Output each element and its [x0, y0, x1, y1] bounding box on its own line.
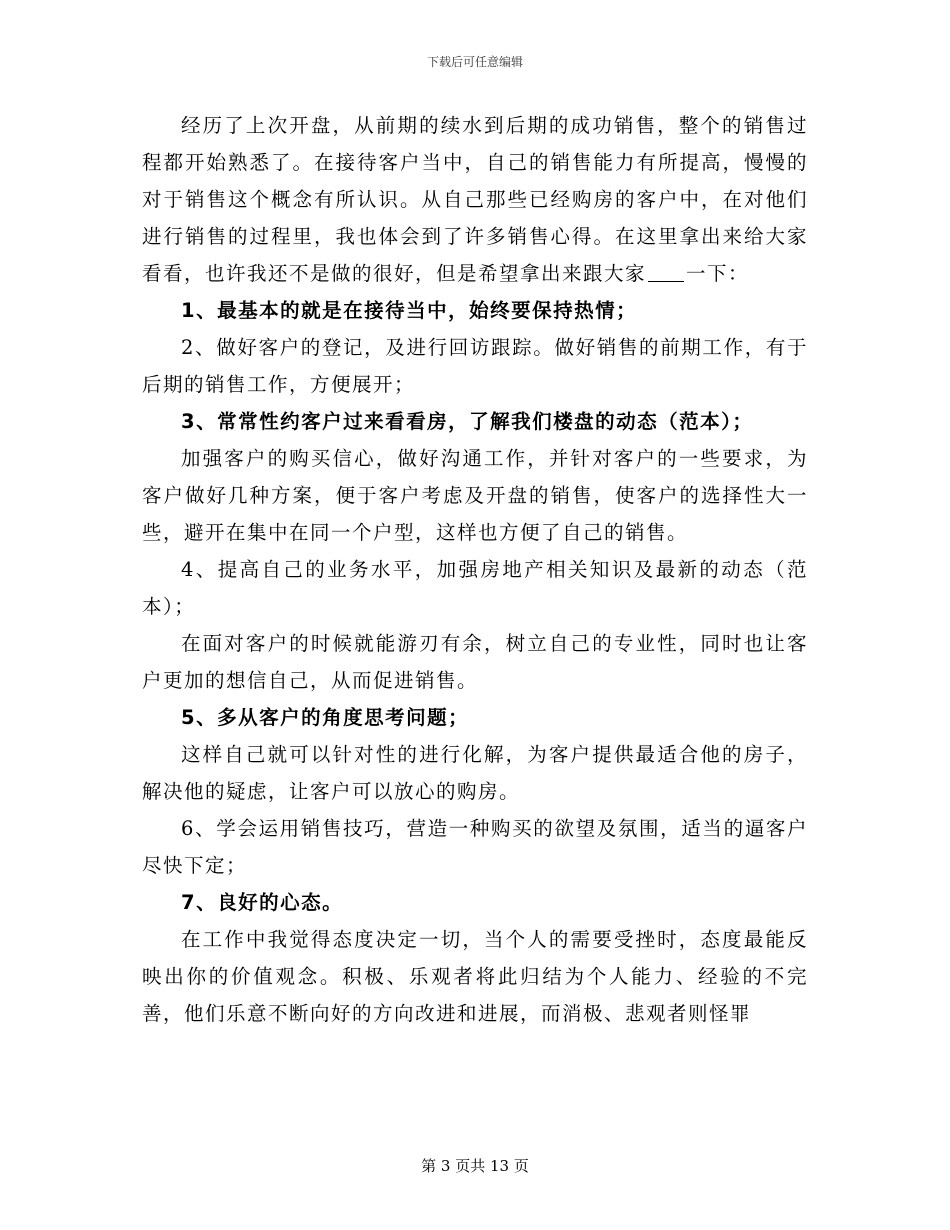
page-header: 下载后可任意编辑 — [426, 55, 523, 69]
paragraph-intro-end: 一下： — [686, 262, 750, 285]
fill-blank — [648, 262, 684, 283]
document-body — [142, 107, 808, 1032]
paragraph-intro-text: 经历了上次开盘，从前期的续水到后期的成功销售，整个的销售过程都开始熟悉了。在接待客户当中，自己的销售能力有所提高，慢慢的对于销售这个概念有所认识。从自己那些已经购房的客户中，在对他们进行销售的过程里，我也体会到了许多销售心得。在这里拿出来给大家看看，也许我还不是做的很好，但是希望拿出来跟大家 — [142, 114, 808, 285]
paragraph-point-4: 4、提高自己的业务水平，加强房地产相关知识及最新的动态（范本）； — [142, 558, 808, 618]
paragraph-intro — [142, 107, 808, 292]
paragraph-point-6: 6、学会运用销售技巧，营造一种购买的欲望及氛围，适当的逼客户尽快下定； — [142, 817, 808, 877]
paragraph-point-4-detail: 在面对客户的时候就能游刃有余，树立自己的专业性，同时也让客户更加的想信自己，从而促进销售。 — [142, 632, 808, 692]
heading-point-3: 3、常常性约客户过来看看房，了解我们楼盘的动态（范本）； — [181, 410, 754, 433]
heading-point-7: 7、良好的心态。 — [181, 891, 344, 914]
paragraph-point-5-detail: 这样自己就可以针对性的进行化解，为客户提供最适合他的房子，解决他的疑虑，让客户可以放心的购房。 — [142, 743, 808, 803]
heading-point-5: 5、多从客户的角度思考问题； — [181, 706, 470, 729]
paragraph-point-7-detail: 在工作中我觉得态度决定一切，当个人的需要受挫时，态度最能反映出你的价值观念。积极、乐观者将此归结为个人能力、经验的不完善，他们乐意不断向好的方向改进和进展，而消极、悲观者则怪罪 — [142, 928, 808, 1025]
page-footer: 第 3 页共 13 页 — [421, 1157, 529, 1175]
paragraph-point-2: 2、做好客户的登记，及进行回访跟踪。做好销售的前期工作，有于后期的销售工作，方便展开； — [142, 336, 808, 396]
paragraph-point-3-detail: 加强客户的购买信心，做好沟通工作，并针对客户的一些要求，为客户做好几种方案，便于客户考虑及开盘的销售，使客户的选择性大一些，避开在集中在同一个户型，这样也方便了自己的销售。 — [142, 447, 808, 544]
heading-point-1: 1、最基本的就是在接待当中，始终要保持热情； — [181, 299, 638, 322]
